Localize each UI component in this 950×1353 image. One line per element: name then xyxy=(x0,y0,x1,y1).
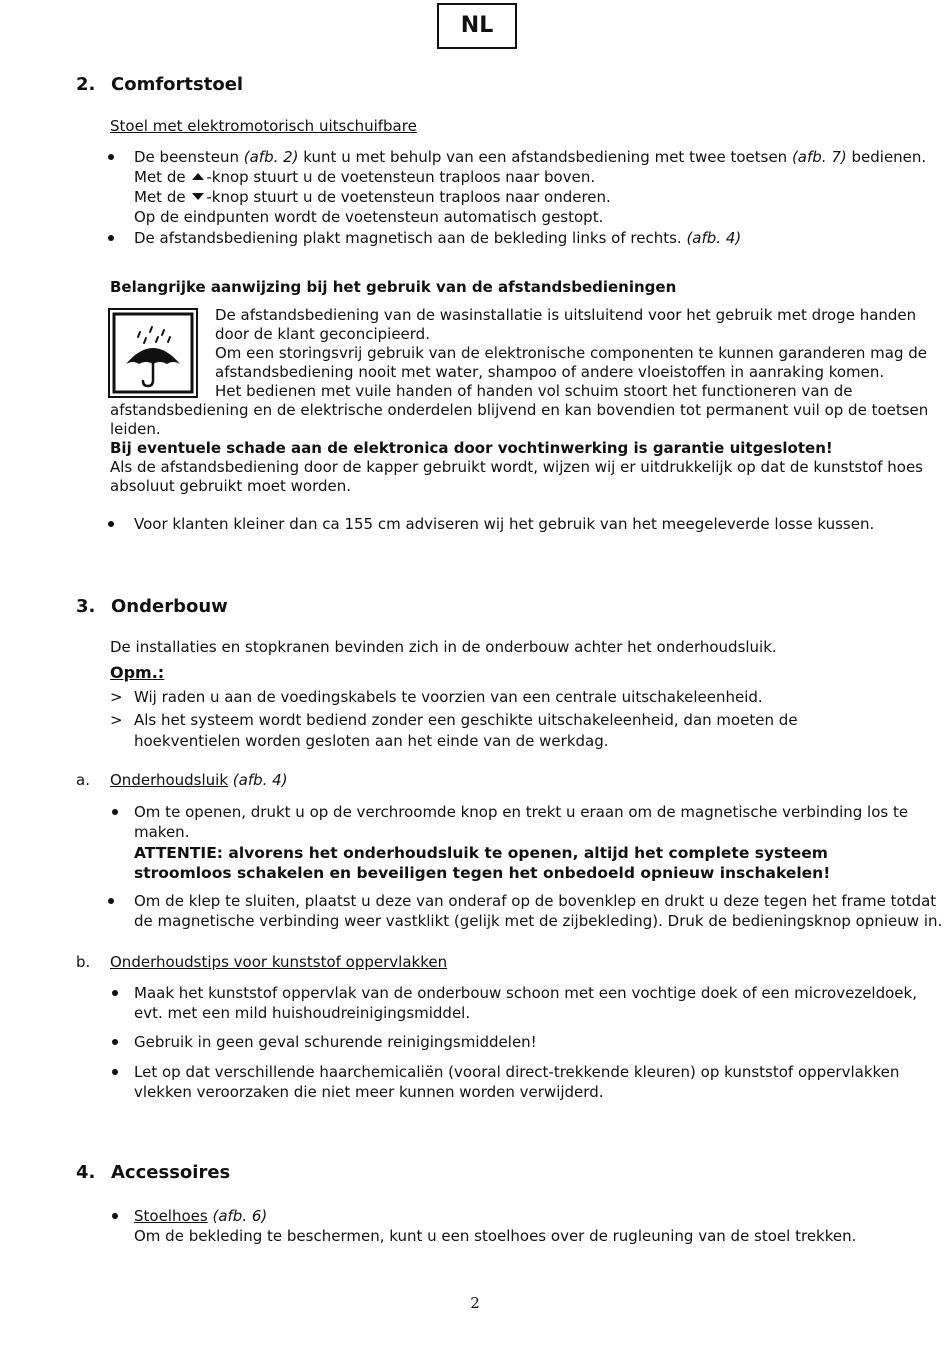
notice-text: leiden. xyxy=(110,420,161,438)
section-heading-onderbouw xyxy=(76,596,476,618)
arrow-down-icon xyxy=(192,193,204,200)
attention-warning: ATTENTIE: alvorens het onderhoudsluik te openen, altijd het complete systeem xyxy=(134,844,828,862)
list-marker: > xyxy=(110,711,123,729)
bullet-text-line: evt. met een mild huishoudreinigingsmiddel. xyxy=(134,1004,471,1022)
bullet-icon xyxy=(112,1213,118,1219)
bullet-text-line: Op de eindpunten wordt de voetensteun automatisch gestopt. xyxy=(134,208,604,226)
bullet-icon xyxy=(112,1039,118,1045)
notice-text: absoluut gebruikt moet worden. xyxy=(110,477,352,495)
subsection-title: Stoel met elektromotorisch uitschuifbare xyxy=(110,117,417,135)
notice-text: afstandsbediening nooit met water, shampoo of andere vloeistoffen in aanraking komen. xyxy=(215,363,885,381)
bullet-icon xyxy=(108,154,114,160)
section-title: Accessoires xyxy=(111,1162,231,1183)
section-number: 4. xyxy=(76,1162,96,1183)
notice-text: door de klant geconcipieerd. xyxy=(215,325,430,343)
bullet-text-line: de magnetische verbinding weer vastklikt (gelijk met de zijbekleding). Druk de bedieningsknop opnieuw in. xyxy=(134,912,943,930)
notice-title: Belangrijke aanwijzing bij het gebruik van de afstandsbedieningen xyxy=(110,278,677,296)
bullet-text: Gebruik in geen geval schurende reinigingsmiddelen! xyxy=(134,1033,537,1051)
bullet-text-line: vlekken veroorzaken die niet meer kunnen worden verwijderd. xyxy=(134,1083,604,1101)
section-number: 3. xyxy=(76,596,96,617)
bullet-icon xyxy=(112,809,118,815)
section-heading-comfortstoel xyxy=(76,74,476,96)
bullet-text: Om de klep te sluiten, plaatst u deze van onderaf op de bovenklep en drukt u deze tegen het frame totdat xyxy=(134,892,937,910)
attention-warning-line: stroomloos schakelen en beveiligen tegen het onbedoeld opnieuw inschakelen! xyxy=(134,864,831,882)
section-title: Comfortstoel xyxy=(111,74,244,95)
bullet-text: Let op dat verschillende haarchemicaliën (vooral direct-trekkende kleuren) op kunststof oppervlakken xyxy=(134,1063,900,1081)
subsection-label: a. xyxy=(76,771,90,789)
keep-dry-umbrella-icon xyxy=(108,308,198,398)
notice-text: Om een storingsvrij gebruik van de elektronische componenten te kunnen garanderen mag de xyxy=(215,344,927,362)
remark-item: Als het systeem wordt bediend zonder een geschikte uitschakeleenheid, dan moeten de xyxy=(134,711,798,729)
subsection-label: b. xyxy=(76,953,91,971)
bullet-text: Maak het kunststof oppervlak van de onderbouw schoon met een vochtige doek of een microvezeldoek, xyxy=(134,984,917,1002)
page-number: 2 xyxy=(470,1294,480,1312)
section-title: Onderbouw xyxy=(111,596,228,617)
list-marker: > xyxy=(110,688,123,706)
bullet-icon xyxy=(108,235,114,241)
notice-text: afstandsbediening en de elektrische onderdelen blijvend en kan bovendien tot permanent vuil op de toetsen xyxy=(110,401,929,419)
subsection-title: Onderhoudstips voor kunststof oppervlakken xyxy=(110,953,448,971)
arrow-up-icon xyxy=(192,173,204,180)
bullet-text: De afstandsbediening plakt magnetisch aan de bekleding links of rechts. (afb. 4) xyxy=(134,229,742,247)
bullet-icon xyxy=(108,898,114,904)
section-heading-accessoires xyxy=(76,1162,476,1184)
bullet-text-line: maken. xyxy=(134,823,190,841)
notice-text: Het bedienen met vuile handen of handen vol schuim stoort het functioneren van de xyxy=(215,382,853,400)
bullet-text: Om te openen, drukt u op de verchroomde knop en trekt u eraan om de magnetische verbinding los te xyxy=(134,803,909,821)
remark-item-line: hoekventielen worden gesloten aan het einde van de werkdag. xyxy=(134,732,609,750)
bullet-text-line: Met de -knop stuurt u de voetensteun traploos naar onderen. xyxy=(134,188,611,206)
remark-item: Wij raden u aan de voedingskabels te voorzien van een centrale uitschakeleenheid. xyxy=(134,688,763,706)
section-number: 2. xyxy=(76,74,96,95)
accessory-title: Stoelhoes (afb. 6) xyxy=(134,1207,268,1225)
accessory-text: Om de bekleding te beschermen, kunt u een stoelhoes over de rugleuning van de stoel trekken. xyxy=(134,1227,857,1245)
bullet-icon xyxy=(112,1069,118,1075)
notice-text: Als de afstandsbediening door de kapper gebruikt wordt, wijzen wij er uitdrukkelijk op dat de kunststof hoes xyxy=(110,458,923,476)
section-intro: De installaties en stopkranen bevinden zich in de onderbouw achter het onderhoudsluik. xyxy=(110,638,777,656)
remark-label: Opm.: xyxy=(110,663,165,682)
bullet-text: De beensteun (afb. 2) kunt u met behulp van een afstandsbediening met twee toetsen (afb. 7) bedienen. xyxy=(134,148,927,166)
notice-text: De afstandsbediening van de wasinstallatie is uitsluitend voor het gebruik met droge handen xyxy=(215,306,917,324)
bullet-text-line: Met de -knop stuurt u de voetensteun traploos naar boven. xyxy=(134,168,596,186)
bullet-icon xyxy=(112,990,118,996)
language-badge: NL xyxy=(437,3,517,49)
subsection-title: Onderhoudsluik (afb. 4) xyxy=(110,771,288,789)
bullet-text: Voor klanten kleiner dan ca 155 cm adviseren wij het gebruik van het meegeleverde losse kussen. xyxy=(134,515,875,533)
warranty-warning: Bij eventuele schade aan de elektronica door vochtinwerking is garantie uitgesloten! xyxy=(110,439,833,457)
bullet-icon xyxy=(108,521,114,527)
